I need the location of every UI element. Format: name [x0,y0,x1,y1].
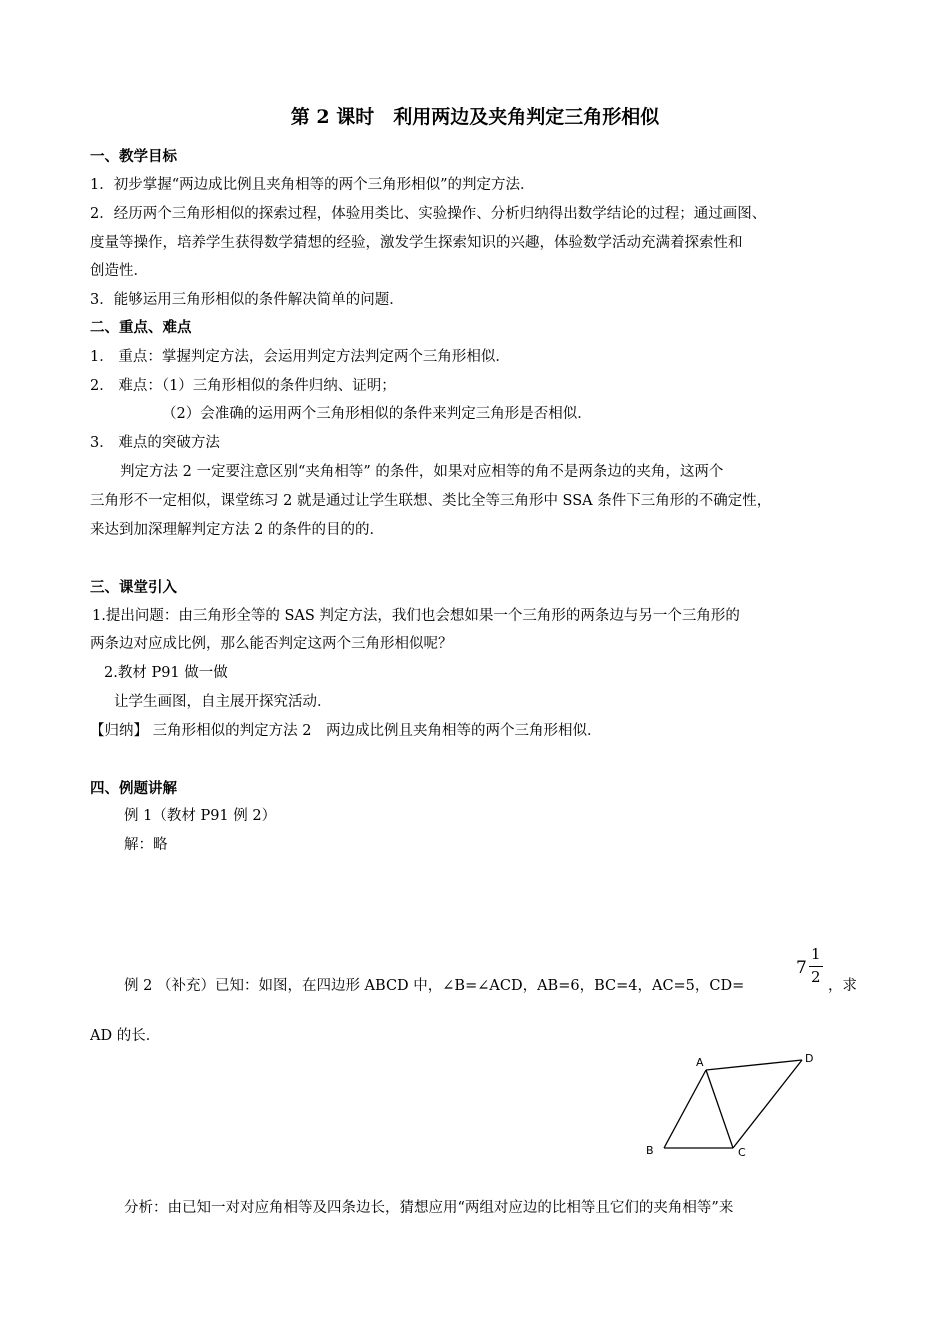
breakthrough-line-1: 判定方法 2 一定要注意区别“夹角相等” 的条件，如果对应相等的角不是两条边的夹角，这两个 [120,464,724,480]
breakthrough-line-2: 三角形不一定相似，课堂练习 2 就是通过让学生联想、类比全等三角形中 SSA 条件下三角形的不确定性， [90,493,772,509]
key-point-2: 2． 难点：（1）三角形相似的条件归纳、证明； [90,378,396,394]
mixed-number-whole: 7 [796,958,807,978]
edge-ac [706,1070,733,1148]
quadrilateral-figure [630,1040,830,1170]
objective-2-line-2: 度量等操作，培养学生获得数学猜想的经验，激发学生探索知识的兴趣，体验数学活动充满着探索性和 [90,235,743,251]
intro-activity: 让学生画图，自主展开探究活动． [114,694,332,710]
analysis-text: 分析：由已知一对对应角相等及四条边长，猜想应用“两组对应边的比相等且它们的夹角相等”来 [124,1200,734,1216]
section-heading-intro: 三、课堂引入 [90,579,177,596]
vertex-label-b: B [646,1144,654,1157]
section-heading-examples: 四、例题讲解 [90,780,177,797]
intro-question-line-1: 1.提出问题：由三角形全等的 SAS 判定方法，我们也会想如果一个三角形的两条边与另一个三角形的 [92,608,740,624]
objective-1: 1．初步掌握“两边成比例且夹角相等的两个三角形相似”的判定方法． [90,177,535,193]
section-heading-objectives: 一、教学目标 [90,148,177,165]
key-point-2-sub: （2）会准确的运用两个三角形相似的条件来判定三角形是否相似． [162,406,592,422]
edge-ad [706,1060,802,1070]
example-1-title: 例 1（教材 P91 例 2） [124,808,277,824]
key-point-1: 1． 重点：掌握判定方法，会运用判定方法判定两个三角形相似． [90,349,510,365]
objective-2-line-1: 2．经历两个三角形相似的探索过程，体验用类比、实验操作、分析归纳得出数学结论的过程；通过画图、 [90,206,767,222]
fraction-bar [809,966,823,967]
intro-textbook: 2.教材 P91 做一做 [104,665,228,681]
page-title: 第 2 课时 利用两边及夹角判定三角形相似 [290,106,660,128]
vertex-label-d: D [805,1052,814,1065]
intro-question-line-2: 两条边对应成比例，那么能否判定这两个三角形相似呢？ [90,636,453,652]
objective-3: 3．能够运用三角形相似的条件解决简单的问题． [90,292,404,308]
example-2-statement: 例 2 （补充）已知：如图，在四边形 ABCD 中，∠B=∠ACD，AB=6，BC=4，AC=5，CD= [124,978,745,994]
key-point-3: 3． 难点的突破方法 [90,435,220,451]
summary-statement: 【归纳】 三角形相似的判定方法 2 两边成比例且夹角相等的两个三角形相似． [90,723,602,739]
breakthrough-line-3: 来达到加深理解判定方法 2 的条件的目的的． [90,522,384,538]
edge-ab [664,1070,706,1148]
vertex-label-c: C [738,1146,746,1159]
example-1-solution: 解：略 [124,837,168,853]
fraction-denominator: 2 [811,968,821,986]
edge-cd [733,1060,802,1148]
example-2-statement-end: ，求 [828,978,857,994]
objective-2-line-3: 创造性． [90,263,148,279]
section-heading-key-points: 二、重点、难点 [90,319,192,336]
example-2-statement-line-2: AD 的长． [90,1028,161,1044]
vertex-label-a: A [696,1056,704,1069]
fraction-numerator: 1 [811,945,821,963]
